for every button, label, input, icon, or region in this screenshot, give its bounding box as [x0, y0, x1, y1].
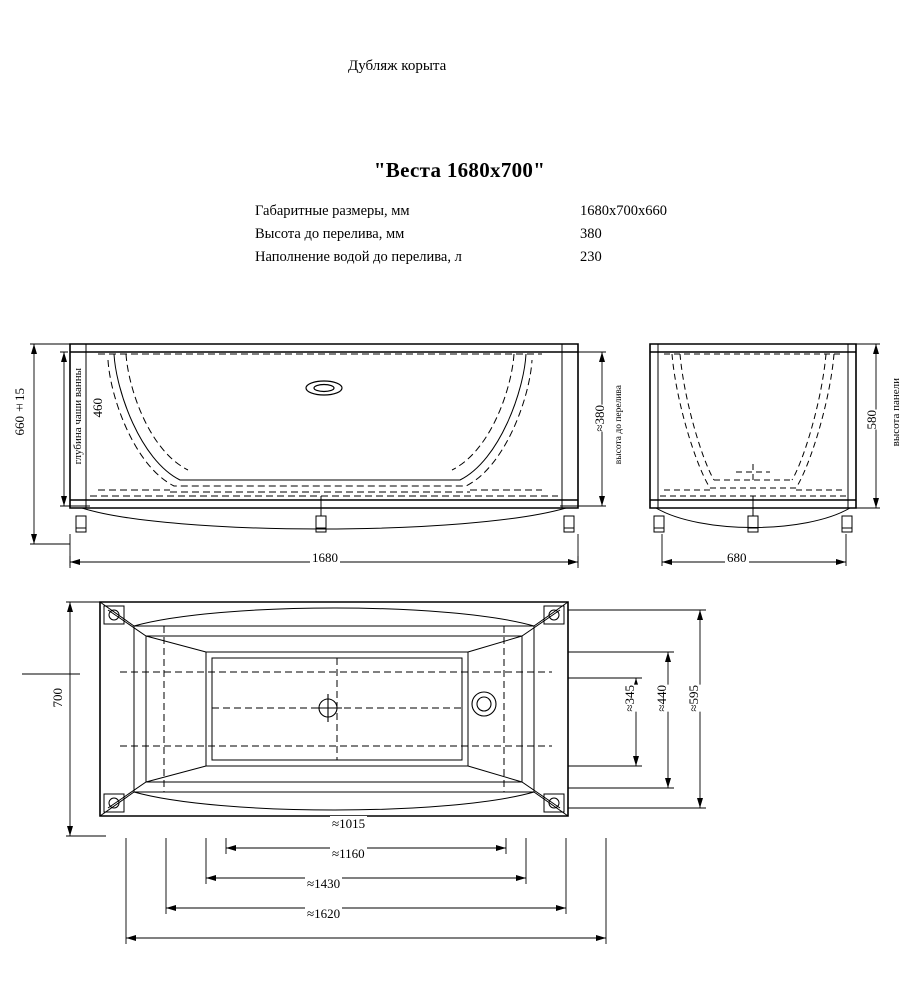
dim-bowl-depth: 460: [88, 398, 108, 418]
dim-len-b: ≈1160: [332, 846, 365, 861]
front-view-dimensions: [0, 330, 660, 580]
dim-overflow-height: ≈380: [590, 405, 610, 432]
dim-len-d: ≈1620: [307, 906, 341, 921]
dim-inner-a: ≈345: [620, 685, 640, 712]
dim-plan-depth: 700: [48, 688, 68, 708]
dim-side-width: 680: [727, 550, 747, 565]
dim-overflow-height-label: высота до перелива: [614, 385, 624, 465]
plan-view-dimensions: [40, 580, 760, 960]
dim-len-c: ≈1430: [307, 876, 341, 891]
dim-front-width: 1680: [312, 550, 338, 565]
dim-inner-c: ≈595: [684, 685, 704, 712]
spec-label: Габаритные размеры, мм: [255, 203, 410, 219]
dim-panel-height: 580: [862, 410, 882, 430]
table-row: [255, 203, 667, 226]
dim-len-a: ≈1015: [332, 816, 366, 831]
dim-overall-height: 660±15: [10, 388, 30, 436]
page-title: "Веста 1680х700": [373, 158, 546, 182]
dim-inner-b: ≈440: [652, 685, 672, 712]
side-view-dimensions: [640, 330, 918, 580]
specs-table: [255, 203, 667, 272]
table-row: [255, 249, 667, 272]
header-note: Дубляж корыта: [348, 58, 447, 74]
spec-value: 230: [580, 249, 602, 265]
spec-value: 380: [580, 226, 602, 242]
dim-bowl-depth-label: глубина чаши ванны: [72, 368, 84, 465]
spec-label: Высота до перелива, мм: [255, 226, 405, 242]
dim-panel-height-label: высота панели: [890, 378, 902, 447]
table-row: [255, 226, 667, 249]
spec-value: 1680х700х660: [580, 203, 667, 219]
spec-label: Наполнение водой до перелива, л: [255, 249, 462, 265]
